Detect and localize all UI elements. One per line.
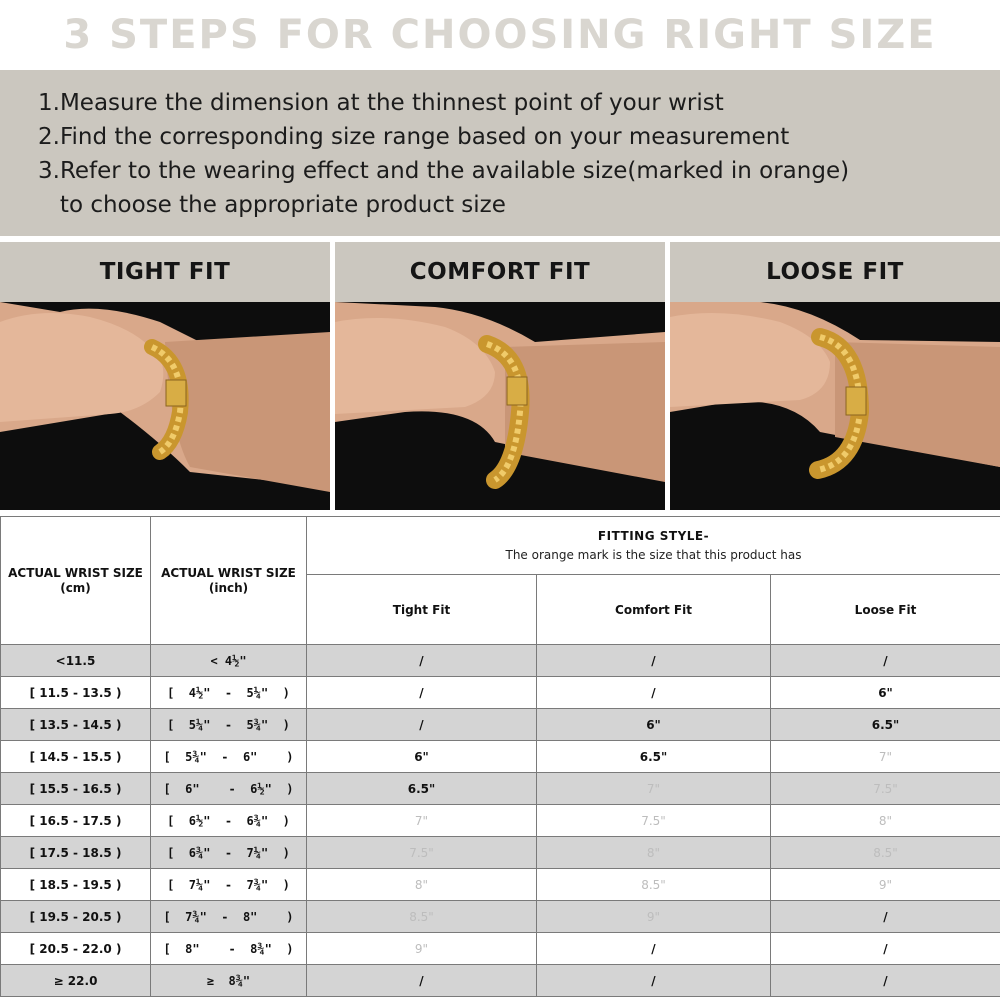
cell-inch: < 4½" <box>151 645 307 677</box>
cell-loose: 9" <box>771 869 1000 901</box>
cell-tight: / <box>307 709 537 741</box>
cell-comfort: / <box>537 965 771 997</box>
cell-tight: 7.5" <box>307 837 537 869</box>
size-table-body <box>1 645 1000 997</box>
header-comfort-fit: Comfort Fit <box>537 575 771 645</box>
cell-tight: 7" <box>307 805 537 837</box>
cell-cm: [ 20.5 - 22.0 ) <box>1 933 151 965</box>
header-wrist-inch-label: ACTUAL WRIST SIZE <box>161 565 296 580</box>
fit-header-tight <box>0 242 330 302</box>
cell-inch: [ 6½" - 6¾" ) <box>151 805 307 837</box>
cell-loose: 7.5" <box>771 773 1000 805</box>
cell-inch: [ 6" - 6½" ) <box>151 773 307 805</box>
fit-label-tight: TIGHT FIT <box>99 259 231 285</box>
cell-comfort: / <box>537 677 771 709</box>
table-row <box>1 965 1000 997</box>
cell-tight: 9" <box>307 933 537 965</box>
cell-inch: [ 5¼" - 5¾" ) <box>151 709 307 741</box>
cell-loose: / <box>771 645 1000 677</box>
header-tight-fit: Tight Fit <box>307 575 537 645</box>
fit-header-loose <box>670 242 1000 302</box>
cell-cm: [ 13.5 - 14.5 ) <box>1 709 151 741</box>
fitting-style-note: The orange mark is the size that this product has <box>505 548 802 562</box>
cell-loose: 8" <box>771 805 1000 837</box>
header-wrist-cm-unit: (cm) <box>60 580 91 595</box>
step-2: 2.Find the corresponding size range based on your measurement <box>38 124 790 150</box>
cell-loose: 6.5" <box>771 709 1000 741</box>
table-row <box>1 645 1000 677</box>
cell-inch: [ 5¾" - 6" ) <box>151 741 307 773</box>
cell-cm: <11.5 <box>1 645 151 677</box>
cell-inch: [ 4½" - 5¼" ) <box>151 677 307 709</box>
cell-loose: / <box>771 901 1000 933</box>
table-row <box>1 837 1000 869</box>
fitting-style-title: FITTING STYLE- <box>597 529 710 543</box>
table-row <box>1 869 1000 901</box>
cell-comfort: 8" <box>537 837 771 869</box>
cell-tight: / <box>307 965 537 997</box>
cell-comfort: 6.5" <box>537 741 771 773</box>
cell-cm: [ 14.5 - 15.5 ) <box>1 741 151 773</box>
header-loose-fit: Loose Fit <box>771 575 1000 645</box>
header-wrist-inch <box>151 517 307 645</box>
cell-inch: [ 8" - 8¾" ) <box>151 933 307 965</box>
table-row <box>1 773 1000 805</box>
cell-tight: / <box>307 645 537 677</box>
cell-loose: 7" <box>771 741 1000 773</box>
cell-tight: 8" <box>307 869 537 901</box>
cell-inch: [ 7¾" - 8" ) <box>151 901 307 933</box>
cell-loose: / <box>771 933 1000 965</box>
fit-header-comfort <box>335 242 665 302</box>
fit-label-loose: LOOSE FIT <box>766 259 904 285</box>
cell-cm: [ 15.5 - 16.5 ) <box>1 773 151 805</box>
header-wrist-inch-unit: (inch) <box>208 580 249 595</box>
fit-label-comfort: COMFORT FIT <box>409 259 591 285</box>
cell-loose: 6" <box>771 677 1000 709</box>
comfort-fit-photo <box>335 302 665 510</box>
table-row <box>1 741 1000 773</box>
step-3-continued: to choose the appropriate product size <box>38 192 506 218</box>
table-row <box>1 901 1000 933</box>
tight-fit-photo <box>0 302 330 510</box>
cell-tight: 6.5" <box>307 773 537 805</box>
cell-inch: ≥ 8¾" <box>151 965 307 997</box>
cell-comfort: 7.5" <box>537 805 771 837</box>
cell-cm: ≥ 22.0 <box>1 965 151 997</box>
cell-tight: 6" <box>307 741 537 773</box>
cell-tight: 8.5" <box>307 901 537 933</box>
cell-cm: [ 19.5 - 20.5 ) <box>1 901 151 933</box>
step-3: 3.Refer to the wearing effect and the available size(marked in orange) <box>38 158 850 184</box>
cell-cm: [ 16.5 - 17.5 ) <box>1 805 151 837</box>
header-wrist-cm-label: ACTUAL WRIST SIZE <box>8 565 143 580</box>
step-1: 1.Measure the dimension at the thinnest point of your wrist <box>38 90 724 116</box>
cell-inch: [ 7¼" - 7¾" ) <box>151 869 307 901</box>
header-wrist-cm <box>1 517 151 645</box>
cell-cm: [ 18.5 - 19.5 ) <box>1 869 151 901</box>
cell-comfort: / <box>537 933 771 965</box>
table-row <box>1 677 1000 709</box>
loose-fit-photo <box>670 302 1000 510</box>
cell-comfort: 8.5" <box>537 869 771 901</box>
steps-panel <box>0 70 1000 236</box>
table-row <box>1 709 1000 741</box>
cell-comfort: 7" <box>537 773 771 805</box>
size-table <box>0 516 1000 997</box>
header-fitting-style <box>307 517 1000 575</box>
table-row <box>1 805 1000 837</box>
cell-loose: / <box>771 965 1000 997</box>
table-row <box>1 933 1000 965</box>
cell-cm: [ 17.5 - 18.5 ) <box>1 837 151 869</box>
cell-comfort: 6" <box>537 709 771 741</box>
cell-cm: [ 11.5 - 13.5 ) <box>1 677 151 709</box>
cell-loose: 8.5" <box>771 837 1000 869</box>
page-title: 3 STEPS FOR CHOOSING RIGHT SIZE <box>63 12 937 58</box>
cell-comfort: 9" <box>537 901 771 933</box>
cell-comfort: / <box>537 645 771 677</box>
page-title-banner <box>0 0 1000 70</box>
cell-tight: / <box>307 677 537 709</box>
cell-inch: [ 6¾" - 7¼" ) <box>151 837 307 869</box>
